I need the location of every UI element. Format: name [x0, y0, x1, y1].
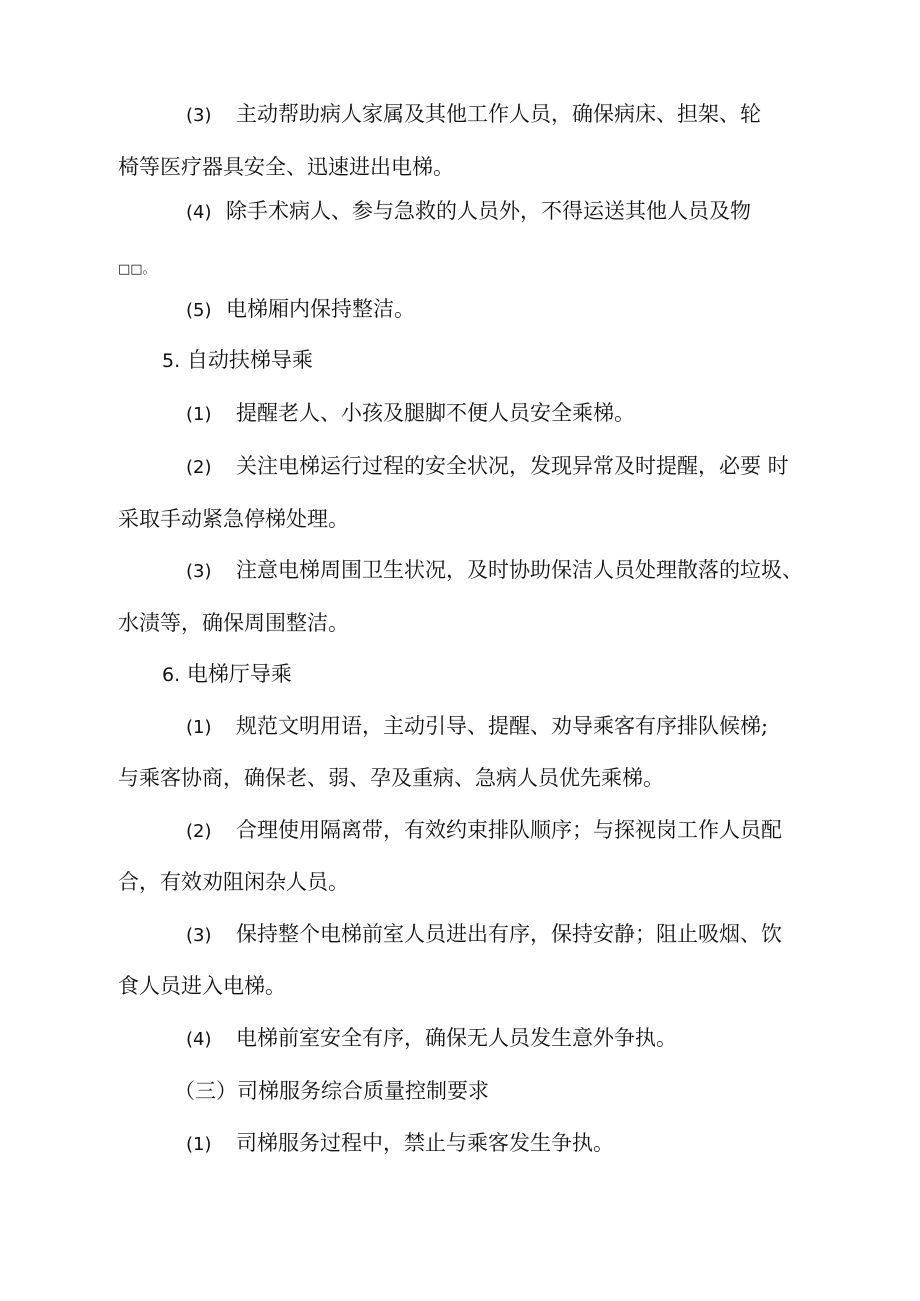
item-number: (1): [186, 404, 212, 425]
section-5-heading: [162, 346, 313, 375]
paragraph-text: 提醒老人、小孩及腿脚不便人员安全乘梯。: [236, 401, 635, 425]
item-number: (4): [186, 202, 212, 223]
paragraph-3-line-2: [118, 153, 454, 181]
item-number: (4): [186, 1029, 212, 1050]
quality-item-1: [186, 1129, 614, 1159]
escalator-item-1: [186, 399, 635, 429]
escalator-item-2-line-2: [118, 505, 349, 533]
section-6-heading: [162, 660, 292, 689]
item-number: (5): [186, 300, 212, 321]
paragraph-text: 合理使用隔离带，有效约束排队顺序；与探视岗工作人员配: [236, 818, 782, 842]
paragraph-3-line-1: [186, 100, 761, 130]
section-title: 电梯厅导乘: [186, 662, 292, 686]
paragraph-text: 电梯厢内保持整洁。: [226, 297, 415, 321]
item-number: (1): [186, 717, 212, 738]
hall-item-1-line-1: [186, 712, 768, 742]
paragraph-4-line-1: [186, 197, 751, 227]
hall-item-1-line-2: [118, 764, 664, 792]
hall-item-3-line-2: [118, 972, 286, 1000]
paragraph-text: 关注电梯运行过程的安全状况，发现异常及时提醒，必要 时: [236, 454, 789, 478]
hall-item-4: [186, 1024, 677, 1054]
item-number: (2): [186, 457, 212, 478]
paragraph-text: 合，有效劝阻闲杂人员。: [118, 870, 349, 894]
section-title: 自动扶梯导乘: [186, 348, 313, 372]
section-number: 5.: [162, 350, 181, 372]
paragraph-text: 电梯前室安全有序，确保无人员发生意外争执。: [236, 1026, 677, 1050]
paragraph-text: 除手术病人、参与急救的人员外，不得运送其他人员及物: [226, 199, 751, 223]
hall-item-3-line-1: [186, 920, 782, 950]
paragraph-text: 采取手动紧急停梯处理。: [118, 507, 349, 531]
paragraph-text: 水渍等，确保周围整洁。: [118, 611, 349, 635]
paragraph-text: 与乘客协商，确保老、弱、孕及重病、急病人员优先乘梯。: [118, 766, 664, 790]
item-number: (3): [186, 925, 212, 946]
item-number: (3): [186, 561, 212, 582]
paragraph-text: 主动帮助病人家属及其他工作人员，确保病床、担架、轮: [236, 102, 761, 126]
hall-item-2-line-1: [186, 816, 782, 846]
subsection-title: （三）司梯服务综合质量控制要求: [174, 1079, 489, 1103]
paragraph-4-line-2: [118, 252, 156, 284]
item-number: (2): [186, 821, 212, 842]
paragraph-text: 注意电梯周围卫生状况，及时协助保洁人员处理散落的垃圾、: [236, 558, 803, 582]
subsection-3-heading: [174, 1077, 489, 1105]
item-number: (1): [186, 1134, 212, 1155]
escalator-item-2-line-1: [186, 452, 789, 482]
section-number: 6.: [162, 664, 181, 686]
paragraph-text: 规范文明用语，主动引导、提醒、劝导乘客有序排队候梯;: [236, 714, 769, 738]
escalator-item-3-line-2: [118, 609, 349, 637]
paragraph-5: [186, 295, 415, 325]
paragraph-text: □□。: [118, 262, 156, 277]
paragraph-text: 椅等医疗器具安全、迅速进出电梯。: [118, 155, 454, 179]
paragraph-text: 保持整个电梯前室人员进出有序，保持安静；阻止吸烟、饮: [236, 922, 782, 946]
paragraph-text: 食人员进入电梯。: [118, 974, 286, 998]
item-number: (3): [186, 105, 212, 126]
paragraph-text: 司梯服务过程中，禁止与乘客发生争执。: [236, 1131, 614, 1155]
escalator-item-3-line-1: [186, 556, 803, 586]
hall-item-2-line-2: [118, 868, 349, 896]
